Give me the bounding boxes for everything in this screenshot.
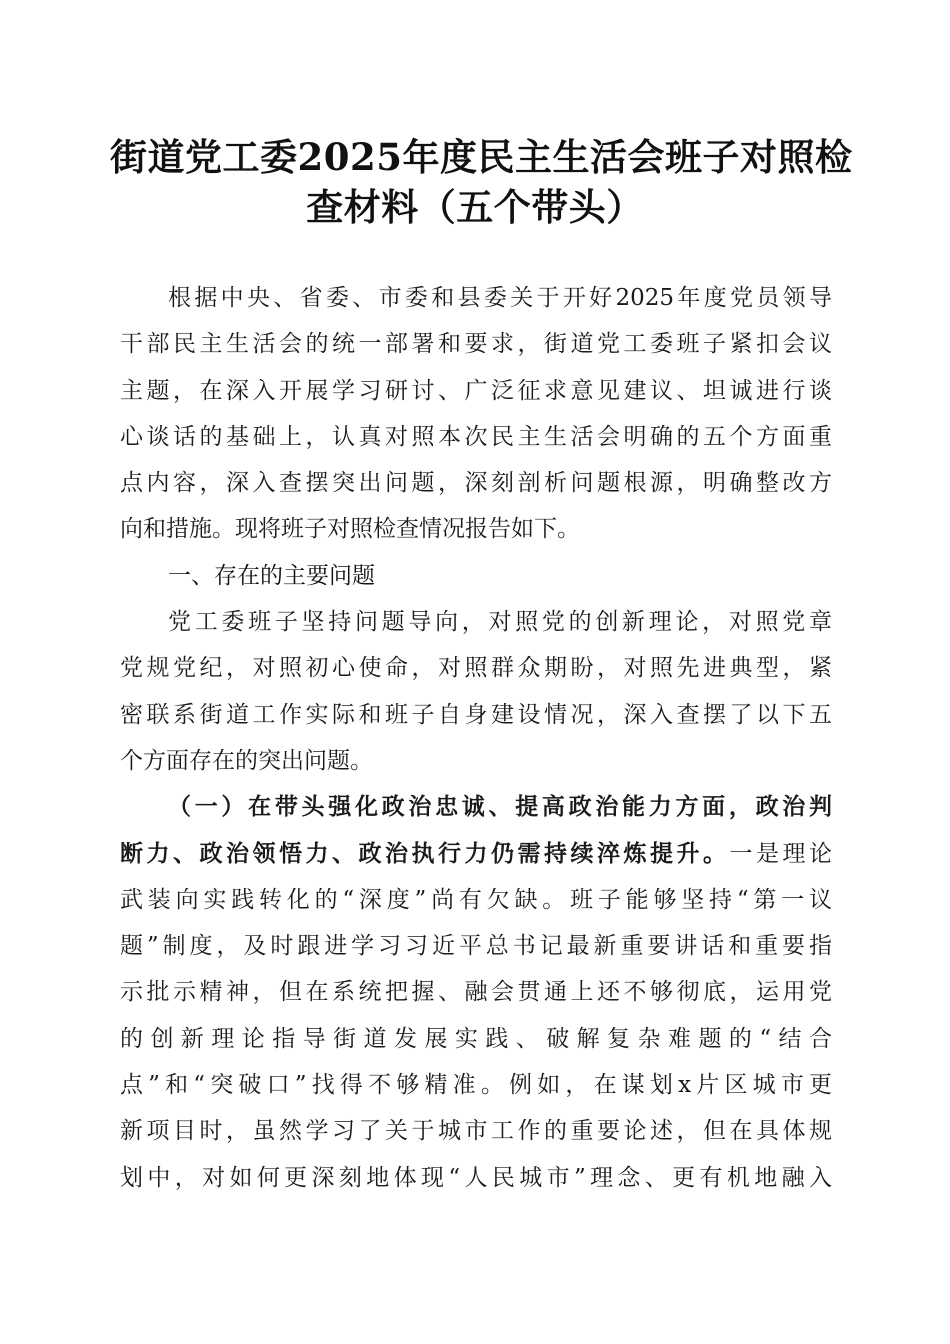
item1-line: 点”和“突破口”找得不够精准。例如，在谋划x片区城市更 <box>120 1072 832 1099</box>
item1-paragraph <box>120 784 832 1201</box>
document-title <box>110 132 853 232</box>
section1-line: 密联系街道工作实际和班子自身建设情况，深入查摆了以下五 <box>120 701 832 728</box>
intro-line: 根据中央、省委、市委和县委关于开好2025年度党员领导 <box>168 285 832 311</box>
section1-line: 个方面存在的突出问题。 <box>120 747 373 774</box>
item1-line: 新项目时，虽然学习了关于城市工作的重要论述，但在具体规 <box>120 1118 832 1145</box>
intro-line: 主题，在深入开展学习研讨、广泛征求意见建议、坦诚进行谈 <box>120 377 832 404</box>
item1-line: 划中，对如何更深刻地体现“人民城市”理念、更有机地融入 <box>120 1164 832 1191</box>
item1-line: 的创新理论指导街道发展实践、破解复杂难题的“结合 <box>120 1025 832 1052</box>
item1-line: 示批示精神，但在系统把握、融会贯通上还不够彻底，运用党 <box>120 979 832 1006</box>
item1-subheading-line: （一）在带头强化政治忠诚、提高政治能力方面，政治判 <box>168 793 832 821</box>
title-line-1: 街道党工委2025年度民主生活会班子对照检 <box>110 135 853 179</box>
intro-line: 向和措施。现将班子对照检查情况报告如下。 <box>120 516 580 543</box>
intro-paragraph <box>120 275 832 553</box>
item1-text-start: 一是理论 <box>729 840 832 867</box>
item1-line: 武装向实践转化的“深度”尚有欠缺。班子能够坚持“第一议 <box>120 886 832 913</box>
section-heading-1: 一、存在的主要问题 <box>168 562 375 589</box>
section1-paragraph <box>120 599 832 784</box>
document-body <box>120 275 832 1201</box>
intro-line: 心谈话的基础上，认真对照本次民主生活会明确的五个方面重 <box>120 423 832 450</box>
item1-mixed-line <box>120 831 832 877</box>
section1-line: 党规党纪，对照初心使命，对照群众期盼，对照先进典型，紧 <box>120 655 832 682</box>
item1-line: 题”制度，及时跟进学习习近平总书记最新重要讲话和重要指 <box>120 933 832 960</box>
intro-line: 干部民主生活会的统一部署和要求，街道党工委班子紧扣会议 <box>120 331 832 358</box>
title-line-2: 查材料（五个带头） <box>306 185 644 229</box>
section1-line: 党工委班子坚持问题导向，对照党的创新理论，对照党章 <box>168 609 832 636</box>
item1-subheading-end: 断力、政治领悟力、政治执行力仍需持续淬炼提升。 <box>120 839 730 867</box>
intro-line: 点内容，深入查摆突出问题，深刻剖析问题根源，明确整改方 <box>120 470 832 497</box>
